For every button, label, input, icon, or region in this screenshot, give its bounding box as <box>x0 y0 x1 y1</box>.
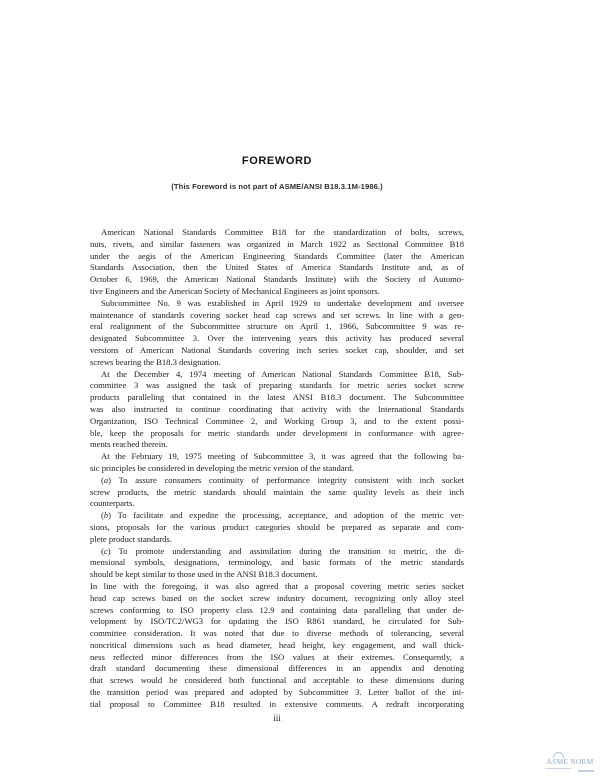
text-line: designated Subcommittee 3. Over the intervening years this activity has produced several <box>90 333 464 344</box>
text-line: committee consideration. It was noted that due to diverse methods of tolerancing, several <box>90 628 464 639</box>
text-line: In line with the foregoing, it was also agreed that a proposal covering metric series socket <box>90 580 464 591</box>
paragraph <box>90 581 464 711</box>
watermark-text: ASME NORM <box>546 757 594 766</box>
text-line: noncritical dimensions such as head diameter, head height, key engagement, and wall thick- <box>90 639 464 650</box>
paragraph <box>90 451 464 475</box>
text-line: ble, keep the proposals for metric standards under development in conformance with agree- <box>90 427 464 438</box>
paragraph <box>90 298 464 369</box>
text-line: counterparts. <box>90 498 135 509</box>
text-line: (a) To assure consumers continuity of performance integrity consistent with inch socket <box>101 474 464 485</box>
page-number: iii <box>273 713 281 723</box>
foreword-body <box>90 227 464 711</box>
text-line: the transition period was prepared and adopted by Subcommittee 3. Letter ballot of the ini- <box>90 687 464 698</box>
text-line: tive Engineers and the American Society of Mechanical Engineers as joint sponsors. <box>90 285 380 296</box>
text-line: ments reached therein. <box>90 439 168 450</box>
page-title: FOREWORD <box>241 155 313 167</box>
asme-norm-watermark <box>544 752 596 772</box>
text-line: maintenance of standards covering socket head cap screws and set screws. In line with a gen- <box>90 309 464 320</box>
text-line: At the February 19, 1975 meeting of Subcommittee 3, it was agreed that the following ba- <box>101 451 464 462</box>
text-line: Subcommittee No. 9 was established in April 1929 to undertake development and oversee <box>101 297 464 308</box>
text-line: nuts, rivets, and similar fasteners was organized in March 1922 as Sectional Committee B18 <box>90 238 464 249</box>
text-line: screws bearing the B18.3 designation. <box>90 356 221 367</box>
text-line: ness reflected minor differences from the ISO values at their extremes. Consequently, a <box>90 651 464 662</box>
text-line: At the December 4, 1974 meeting of American National Standards Committee B18, Sub- <box>101 368 464 379</box>
text-line: screw products, the metric standards should maintain the same quality levels as their inch <box>90 486 464 497</box>
text-line: October 6, 1969, the American National Standards Institute) with the Society of Automo- <box>90 274 464 285</box>
text-line: mensional symbols, designations, terminology, and basic formats of the metric standards <box>90 557 464 568</box>
watermark-fineprint <box>578 770 594 772</box>
paragraph <box>90 510 464 545</box>
text-line: head cap screws based on the socket screw industry document, recognizing only alloy steel <box>90 592 464 603</box>
watermark-fineprint <box>545 768 571 770</box>
text-line: versions of American National Standards covering inch series socket cap, shoulder, and set <box>90 344 464 355</box>
text-line: was also instructed to continue coordinating that activity with the International Standards <box>90 403 464 414</box>
text-line: American National Standards Committee B18 for the standardization of bolts, screws, <box>101 227 464 237</box>
text-line: that screws would be considered both functional and acceptable to these dimensions during <box>90 675 464 686</box>
text-line: (b) To facilitate and expedite the processing, acceptance, and adoption of the metric ver- <box>101 510 464 521</box>
text-line: draft standard documenting these dimensional differences in an appendix and denoting <box>90 663 464 674</box>
foreword-disclaimer: (This Foreword is not part of ASME/ANSI B18.3.1M-1986.) <box>171 182 383 191</box>
text-line: tial proposal to Committee B18 resulted in extensive comments. A redraft incorporating <box>90 698 464 709</box>
text-line: Standards Association, then the United States of America Standards Institute and, as of <box>90 262 464 273</box>
text-line: under the aegis of the American Engineering Standards Committee (later the American <box>90 250 464 261</box>
text-line: velopment by ISO/TC2/WG3 for updating the ISO R861 standard, be circulated for Sub- <box>90 616 464 627</box>
text-line: committee 3 was assigned the task of preparing standards for metric series socket screw <box>90 380 464 391</box>
text-line: plete product standards. <box>90 533 172 544</box>
text-line: should be kept similar to those used in the ANSI B18.3 document. <box>90 569 318 580</box>
paragraph <box>90 546 464 581</box>
paragraph <box>90 227 464 298</box>
text-line: eral realignment of the Subcommittee structure on April 1, 1966, Subcommittee 9 was re- <box>90 321 464 332</box>
text-line: sions, proposals for the various product categories should be prepared as separate and com- <box>90 521 464 532</box>
text-line: products paralleling that contained in the latest ANSI B18.3 document. The Subcommittee <box>90 392 464 403</box>
text-line: screws conforming to ISO property class 12.9 and containing data paralleling that under de- <box>90 604 464 615</box>
text-line: sic principles be considered in developing the metric version of the standard. <box>90 462 354 473</box>
text-line: Organization, ISO Technical Committee 2, and Working Group 3, and to the extent possi- <box>90 415 464 426</box>
text-line: (c) To promote understanding and assimilation during the transition to metric, the di- <box>101 545 464 556</box>
paragraph <box>90 475 464 510</box>
paragraph <box>90 369 464 452</box>
